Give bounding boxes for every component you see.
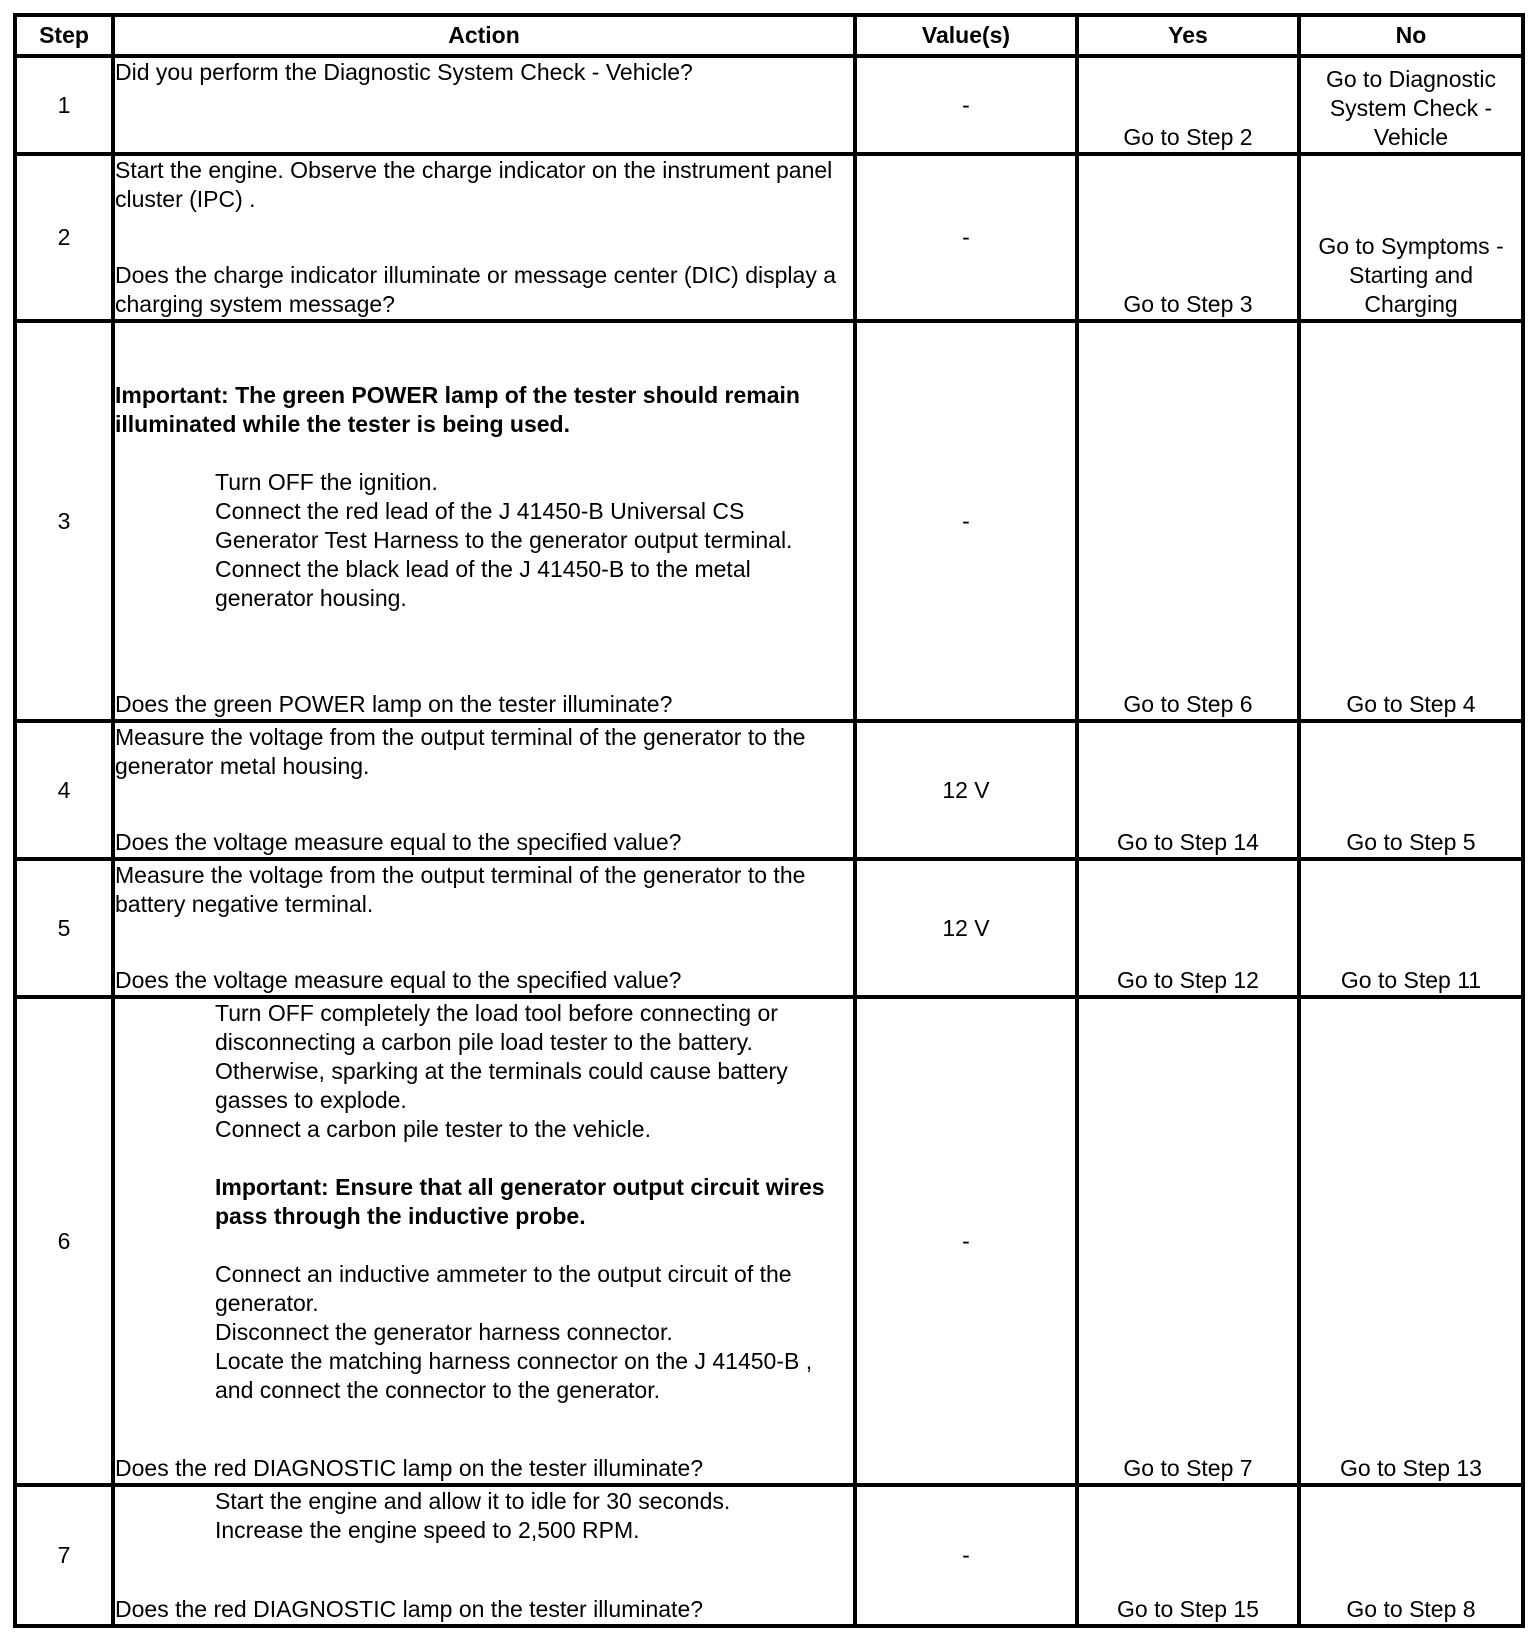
header-row — [15, 15, 1523, 56]
no-cell: Go to Step 8 — [1299, 1485, 1523, 1626]
step-number: 6 — [15, 997, 113, 1485]
value-cell: - — [855, 1485, 1077, 1626]
yes-cell: Go to Step 7 — [1077, 997, 1299, 1485]
action-intro: Measure the voltage from the output terminal of the generator to the battery negative terminal. — [115, 862, 806, 917]
table-row — [15, 154, 1523, 321]
action-intro: Start the engine. Observe the charge indicator on the instrument panel cluster (IPC) . — [115, 157, 833, 212]
step-number: 3 — [15, 321, 113, 721]
yes-cell: Go to Step 2 — [1077, 56, 1299, 154]
action-question: Does the red DIAGNOSTIC lamp on the tester illuminate? — [115, 1596, 704, 1622]
value-cell: - — [855, 154, 1077, 321]
action-question: Did you perform the Diagnostic System Check - Vehicle? — [115, 59, 693, 85]
header-action: Action — [113, 15, 855, 56]
table-row — [15, 1485, 1523, 1626]
important-note: Important: The green POWER lamp of the tester should remain illuminated while the tester is being used. — [115, 382, 800, 437]
action-step: Turn OFF the ignition. — [215, 469, 438, 495]
step-number: 4 — [15, 721, 113, 859]
yes-cell: Go to Step 3 — [1077, 154, 1299, 321]
action-step: Locate the matching harness connector on the J 41450-B , and connect the connector to the generator. — [215, 1348, 813, 1403]
header-values: Value(s) — [855, 15, 1077, 56]
value-cell: - — [855, 997, 1077, 1485]
important-note: Important: Ensure that all generator output circuit wires pass through the inductive probe. — [215, 1174, 825, 1229]
action-question: Does the red DIAGNOSTIC lamp on the tester illuminate? — [115, 1455, 704, 1481]
table-row — [15, 997, 1523, 1485]
action-cell — [113, 997, 855, 1485]
action-step: Turn OFF completely the load tool before connecting or disconnecting a carbon pile load tester to the battery. Otherwise, sparking at the terminals could cause battery gasses to explode. — [215, 1000, 788, 1113]
no-cell: Go to Symptoms - Starting and Charging — [1299, 154, 1523, 321]
value-cell: - — [855, 321, 1077, 721]
action-step: Increase the engine speed to 2,500 RPM. — [215, 1517, 640, 1543]
diagnostic-table — [13, 13, 1525, 1628]
action-cell — [113, 56, 855, 154]
action-question: Does the charge indicator illuminate or message center (DIC) display a charging system message? — [115, 262, 836, 317]
step-number: 2 — [15, 154, 113, 321]
yes-cell: Go to Step 6 — [1077, 321, 1299, 721]
action-cell — [113, 1485, 855, 1626]
action-step: Connect a carbon pile tester to the vehicle. — [215, 1116, 651, 1142]
step-number: 1 — [15, 56, 113, 154]
action-step: Connect the black lead of the J 41450-B to the metal generator housing. — [215, 556, 751, 611]
action-cell — [113, 321, 855, 721]
action-step: Connect an inductive ammeter to the output circuit of the generator. — [215, 1261, 792, 1316]
yes-cell: Go to Step 12 — [1077, 859, 1299, 997]
action-cell — [113, 721, 855, 859]
value-cell: 12 V — [855, 859, 1077, 997]
no-cell: Go to Diagnostic System Check - Vehicle — [1299, 56, 1523, 154]
table-row — [15, 721, 1523, 859]
header-step: Step — [15, 15, 113, 56]
step-number: 7 — [15, 1485, 113, 1626]
yes-cell: Go to Step 14 — [1077, 721, 1299, 859]
action-question: Does the voltage measure equal to the specified value? — [115, 967, 682, 993]
action-question: Does the voltage measure equal to the specified value? — [115, 829, 682, 855]
value-cell: - — [855, 56, 1077, 154]
header-no: No — [1299, 15, 1523, 56]
step-number: 5 — [15, 859, 113, 997]
action-question: Does the green POWER lamp on the tester illuminate? — [115, 691, 673, 717]
no-cell: Go to Step 13 — [1299, 997, 1523, 1485]
action-cell — [113, 154, 855, 321]
action-step: Disconnect the generator harness connector. — [215, 1319, 673, 1345]
value-cell: 12 V — [855, 721, 1077, 859]
table-row — [15, 859, 1523, 997]
table-row — [15, 56, 1523, 154]
action-cell — [113, 859, 855, 997]
action-step: Start the engine and allow it to idle for 30 seconds. — [215, 1488, 731, 1514]
action-step: Connect the red lead of the J 41450-B Universal CS Generator Test Harness to the generator output terminal. — [215, 498, 793, 553]
header-yes: Yes — [1077, 15, 1299, 56]
no-cell: Go to Step 11 — [1299, 859, 1523, 997]
no-cell: Go to Step 5 — [1299, 721, 1523, 859]
action-intro: Measure the voltage from the output terminal of the generator to the generator metal housing. — [115, 724, 806, 779]
table-row — [15, 321, 1523, 721]
no-cell: Go to Step 4 — [1299, 321, 1523, 721]
yes-cell: Go to Step 15 — [1077, 1485, 1299, 1626]
